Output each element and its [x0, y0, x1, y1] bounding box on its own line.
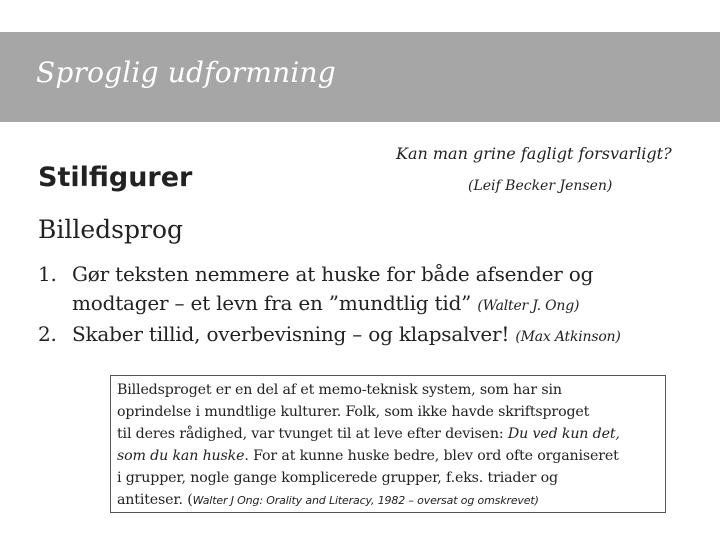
box-emphasis: Du ved kun det,: [507, 426, 620, 442]
list-number: 2.: [38, 322, 57, 346]
citation: (Max Atkinson): [515, 329, 621, 345]
box-emphasis: som du kan huske: [117, 448, 245, 464]
box-source: Walter J Ong: Orality and Literacy, 1982 – oversat og omskrevet): [192, 494, 539, 507]
section-heading: Stilfigurer: [38, 162, 193, 193]
quote-text: Kan man grine fagligt forsvarligt?: [396, 144, 672, 163]
list-number: 1.: [38, 262, 57, 286]
list-item-text: Gør teksten nemmere at huske for både afsender og: [72, 262, 594, 286]
box-line: [117, 423, 665, 445]
list-item-2: [38, 322, 621, 346]
list-item-1: [38, 262, 593, 286]
list-item-1-continued: [72, 291, 579, 315]
box-line: [117, 445, 665, 467]
box-text: til deres rådighed, var tvunget til at leve efter devisen:: [117, 426, 508, 442]
info-box: [110, 375, 666, 513]
slide-title: Sproglig udformning: [36, 56, 336, 89]
quote-author: (Leif Becker Jensen): [468, 178, 613, 194]
box-text: antiteser. (: [117, 492, 193, 508]
box-text: . For at kunne huske bedre, blev ord ofte organiseret: [244, 448, 619, 464]
box-line: oprindelse i mundtlige kulturer. Folk, som ikke havde skriftsproget: [117, 404, 590, 420]
box-line: i grupper, nogle gange komplicerede grupper, f.eks. triader og: [117, 470, 558, 486]
citation: (Walter J. Ong): [477, 298, 580, 314]
list-item-text: modtager – et levn fra en ”mundtlig tid”: [72, 291, 472, 315]
box-line: [117, 489, 665, 512]
list-item-text: Skaber tillid, overbevisning – og klapsalver!: [72, 322, 510, 346]
box-line: Billedsproget er en del af et memo-teknisk system, som har sin: [117, 382, 562, 398]
subheading: Billedsprog: [38, 215, 183, 244]
